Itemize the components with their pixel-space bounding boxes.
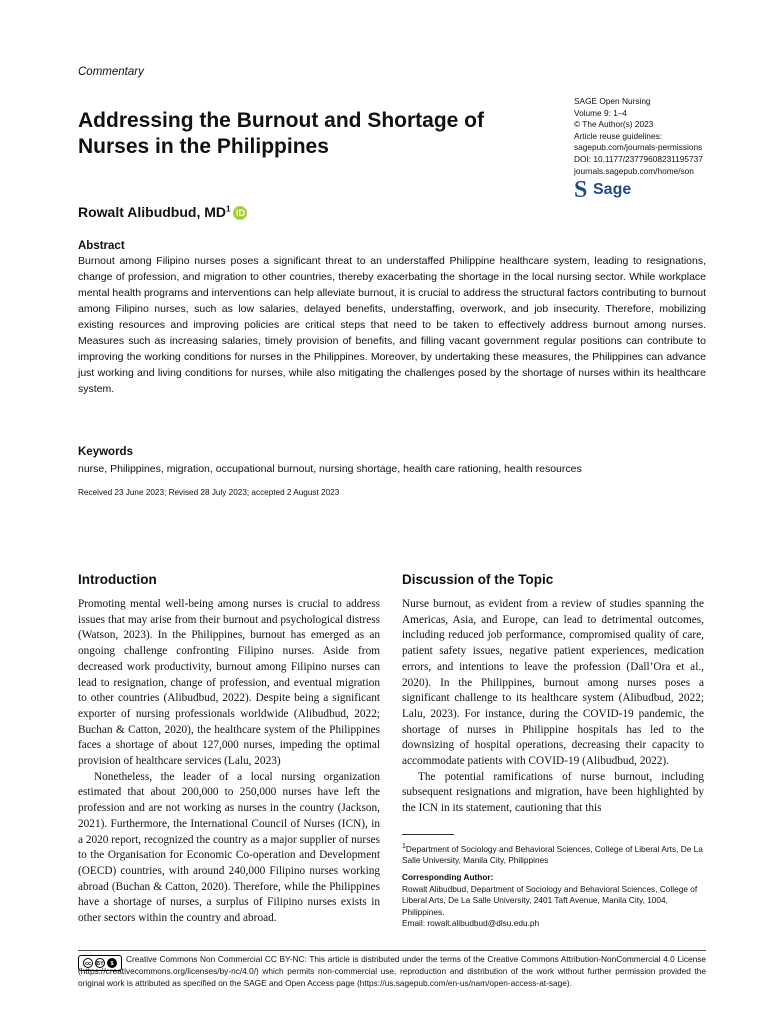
journal-info <box>574 96 744 177</box>
introduction-body <box>78 597 380 927</box>
by-icon: BY <box>95 958 105 968</box>
corresponding-label: Corresponding Author: <box>402 871 494 882</box>
author-line <box>78 204 247 220</box>
discussion-paragraph: The potential ramifications of nurse burnout, including subsequent resignations and migration, have been highlighted by the ICN in its statement, cautioning that this <box>402 770 704 815</box>
sage-logo-text: Sage <box>593 181 632 198</box>
discussion-paragraph: Nurse burnout, as evident from a review of studies spanning the Americas, Asia, and Europe, can lead to detrimental outcomes, including reduced job performance, compromised quality of care, patient safety issues, negative patient experiences, medication errors, and intentions to leave the profession (Dall’Ora et al., 2020). In the Philippines, burnout among nurses poses a significant challenge to its healthcare system (Alibudbud, 2022; Lalu, 2023). For instance, during the COVID-19 pandemic, the shortage of nurses in Philippine hospitals has led to the downsizing of hospital operations, decreasing their capacity to accommodate patients with COVID-19 (Alibudbud, 2022). <box>402 598 704 768</box>
introduction-paragraph: Promoting mental well-being among nurses is crucial to address issues that may arise from their burnout and psychological distress (Watson, 2023). In the Philippines, burnout has emerged as an ongoing challenge confronting Filipino nurses. Aside from decreased work productivity, burnout among Filipino nurses can lead to resignation, change of profession, and eventual migration to other countries (Alibudbud, 2022). Despite being a significant exporter of nursing professionals worldwide (Alibudbud, 2022; Buchan & Catton, 2020), the healthcare system of the Philippines faces a shortage of about 127,000 nurses, impeding the optimal provision of healthcare services (Lalu, 2023) <box>78 598 380 768</box>
journal-volume: Volume 9: 1–4 <box>574 107 628 118</box>
introduction-paragraph: Nonetheless, the leader of a local nursing organization estimated that about 200,000 to 250,000 nurses have left the profession and are not working as nurses in the country (Jackson, 2021). Furthermore, the International Council of Nurses (ICN), in a 2020 report, recognized the country as a major supplier of nurses to the Organisation for Economic Co-operation and Development (OECD) countries, with around 240,000 Filipino nurses working abroad (Buchan & Catton, 2020). Therefore, while the Philippines have a shortage of nurses, a surplus of Filipino nurses exists in other sectors within the country and abroad. <box>78 770 380 925</box>
affiliation-footnote <box>402 841 706 867</box>
discussion-heading: Discussion of the Topic <box>402 572 554 587</box>
article-dates: Received 23 June 2023; Revised 28 July 2023; accepted 2 August 2023 <box>78 488 340 497</box>
journal-name: SAGE Open Nursing <box>574 96 651 106</box>
license-divider <box>78 950 706 951</box>
affiliation-marker: 1 <box>402 843 406 850</box>
license-text: Creative Commons Non Commercial CC BY-NC: This article is distributed under the terms of the Creative Commons Attribution-NonCommercial 4.0 License (https://creativecommons.org/licenses/by-nc/4.0/) which permits non-commercial use, reproduction and distribution of the work without further permission provided the original work is attributed as specified on the SAGE and Open Access page (https://us.sagepub.com/en-us/nam/open-access-at-sage). <box>78 954 706 989</box>
footnotes <box>402 841 706 930</box>
sage-logo-icon: S <box>574 177 588 203</box>
journal-url[interactable]: journals.sagepub.com/home/son <box>574 165 694 176</box>
sage-logo <box>574 177 632 203</box>
article-title: Addressing the Burnout and Shortage of Nurses in the Philippines <box>78 109 485 158</box>
discussion-body <box>402 597 704 817</box>
abstract-heading: Abstract <box>78 240 125 252</box>
affiliation-text: Department of Sociology and Behavioral Sciences, College of Liberal Arts, De La Salle University, Manila City, Philippines <box>402 843 703 866</box>
section-label: Commentary <box>78 66 144 78</box>
journal-reuse-label: Article reuse guidelines: <box>574 130 663 141</box>
journal-copyright: © The Author(s) 2023 <box>574 119 654 130</box>
keywords-heading: Keywords <box>78 446 133 458</box>
author-name: Rowalt Alibudbud, MD <box>78 204 227 220</box>
footnote-divider <box>402 834 454 835</box>
corresponding-author: Rowalt Alibudbud, Department of Sociology and Behavioral Sciences, College of Liberal Arts, De La Salle University, 2401 Taft Avenue, Manila City, 1004, Philippines. <box>402 883 698 917</box>
author-affiliation-marker: 1 <box>226 204 231 214</box>
nc-icon: $ <box>107 958 117 968</box>
journal-reuse-link[interactable]: sagepub.com/journals-permissions <box>574 142 703 153</box>
cc-icon: cc <box>83 958 93 968</box>
corresponding-email[interactable]: Email: rowalt.alibudbud@dlsu.edu.ph <box>402 918 540 929</box>
introduction-heading: Introduction <box>78 572 157 587</box>
orcid-icon[interactable]: iD <box>233 206 247 220</box>
keywords-text: nurse, Philippines, migration, occupational burnout, nursing shortage, health care rationing, health resources <box>78 463 582 475</box>
abstract-text: Burnout among Filipino nurses poses a significant threat to an understaffed Philippine healthcare system, leading to resignations, change of profession, and migration to other countries, thereby exacerbating the shortage in the local nursing sector. While workplace mental health programs and interventions can help alleviate burnout, it is crucial to address the structural factors contributing to burnout among Filipino nurses, such as low salaries, delayed benefits, understaffing, overwork, and job insecurity. Therefore, mobilizing existing resources and improving policies are critical steps that need to be taken to effectively address burnout among nurses. Measures such as increasing salaries, timely provision of benefits, and filling vacant government regular positions can contribute to improving the working conditions for nurses in the Philippines. Moreover, by undertaking these measures, the Philippines can advance just working and living conditions for nurses, while also mitigating the challenges posed by the shortage of nurses within its healthcare system. <box>78 255 707 395</box>
journal-doi[interactable]: DOI: 10.1177/23779608231195737 <box>574 153 703 164</box>
